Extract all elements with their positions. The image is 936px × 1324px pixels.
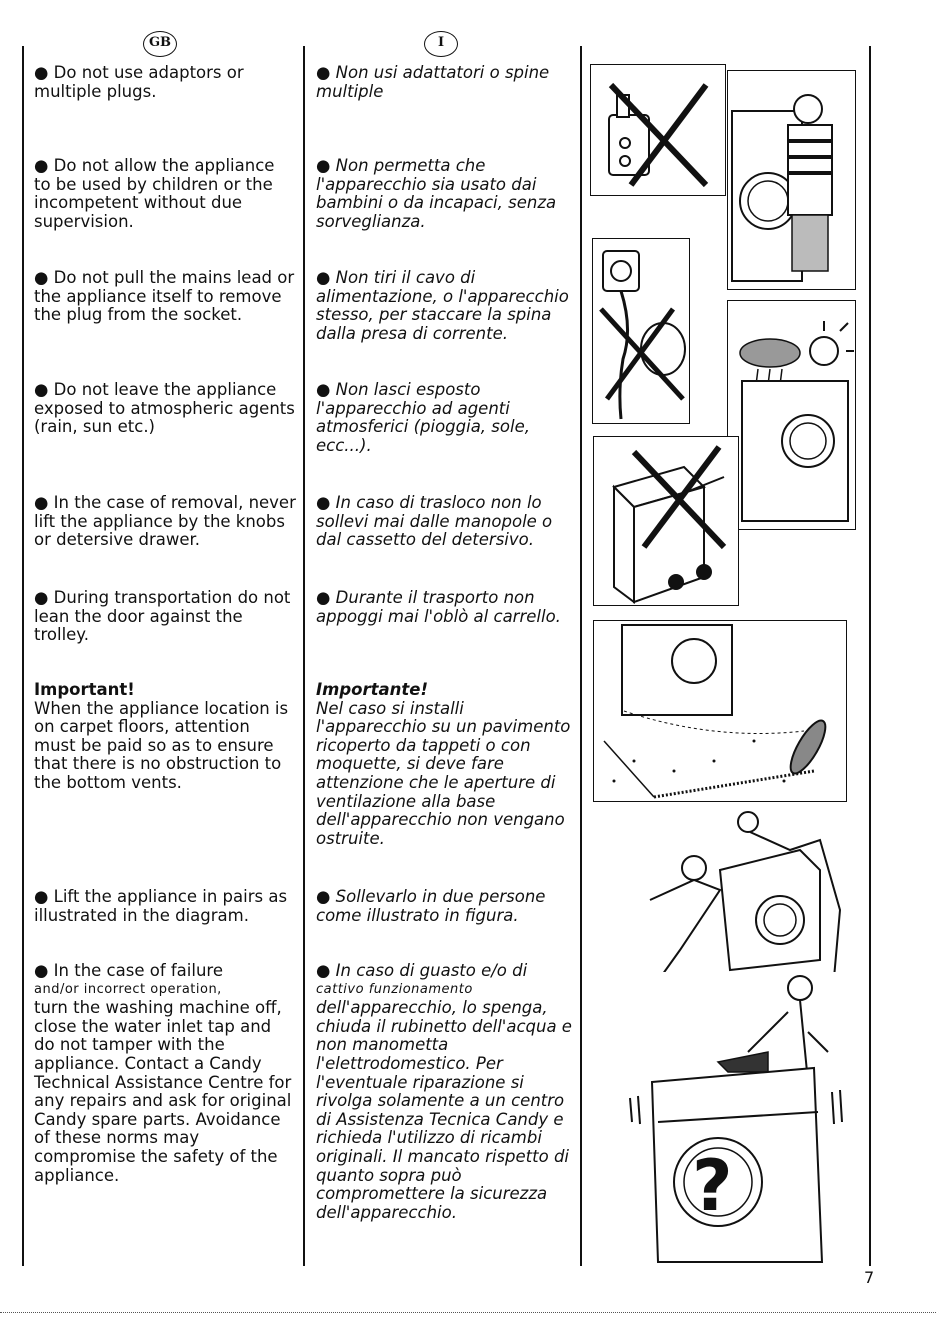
bullet-icon: ● bbox=[34, 887, 54, 906]
it-item-text: Durante il trasporto non appoggi mai l'oblò al carrello. bbox=[316, 588, 561, 626]
bullet-icon: ● bbox=[316, 588, 336, 607]
column-divider-1 bbox=[303, 46, 305, 1266]
gb-item-text: Do not pull the mains lead or the appliance itself to remove the plug from the socket. bbox=[34, 268, 295, 325]
gb-item-8 bbox=[34, 888, 296, 925]
it-item-5 bbox=[316, 494, 578, 550]
gb-item-text: Do not leave the appliance exposed to atmospheric agents (rain, sun etc.) bbox=[34, 380, 295, 437]
it-item-text: Non lasci esposto l'apparecchio ad agenti atmosferici (pioggia, sole, ecc...). bbox=[316, 380, 530, 455]
bullet-icon: ● bbox=[34, 268, 54, 287]
it-item-small-text: cattivo funzionamento bbox=[316, 981, 473, 997]
language-badge-gb: GB bbox=[143, 31, 177, 57]
child-washing-machine-illustration bbox=[727, 70, 856, 290]
it-item-6 bbox=[316, 589, 578, 626]
gb-item-text: In the case of failure bbox=[53, 961, 223, 980]
bullet-icon: ● bbox=[316, 887, 336, 906]
right-margin-rule bbox=[869, 46, 871, 1266]
bullet-icon: ● bbox=[316, 961, 336, 980]
it-item-9 bbox=[316, 962, 578, 1222]
it-item-text: Non usi adattatori o spine multiple bbox=[316, 63, 550, 101]
gb-item-text: In the case of removal, never lift the appliance by the knobs or detersive drawer. bbox=[34, 493, 296, 550]
removal-trolley-illustration bbox=[593, 436, 739, 606]
gb-item-2 bbox=[34, 157, 296, 231]
it-item-2 bbox=[316, 157, 578, 231]
gb-item-text: Lift the appliance in pairs as illustrated in the diagram. bbox=[34, 887, 288, 925]
gb-item-text: turn the washing machine off, close the water inlet tap and do not tamper with the appliance. Contact a Candy Technical Assistance Centre for any repairs and ask for original Candy spare parts. Avoidance of these norms may compromise the safety of the appliance. bbox=[34, 998, 292, 1185]
bullet-icon: ● bbox=[316, 380, 336, 399]
gb-item-text: Do not use adaptors or multiple plugs. bbox=[34, 63, 244, 101]
it-item-text: In caso di guasto e/o di bbox=[335, 961, 528, 980]
bullet-icon: ● bbox=[316, 268, 336, 287]
adaptor-plug-illustration bbox=[590, 64, 726, 196]
it-item-text: Non permetta che l'apparecchio sia usato dai bambini o da incapaci, senza sorveglianza. bbox=[316, 156, 557, 231]
failure-assistance-illustration bbox=[618, 972, 850, 1268]
column-divider-2 bbox=[580, 46, 582, 1266]
it-item-text: In caso di trasloco non lo sollevi mai dalle manopole o dal cassetto del detersivo. bbox=[316, 493, 553, 550]
bullet-icon: ● bbox=[34, 156, 54, 175]
it-item-3 bbox=[316, 269, 578, 343]
page-bottom-rule bbox=[0, 1312, 936, 1314]
two-person-lift-illustration bbox=[620, 810, 856, 980]
gb-item-9 bbox=[34, 962, 296, 1185]
gb-item-4 bbox=[34, 381, 296, 437]
gb-item-3 bbox=[34, 269, 296, 325]
gb-important-heading: Important! bbox=[34, 680, 135, 699]
bullet-icon: ● bbox=[34, 588, 54, 607]
page-number: 7 bbox=[864, 1268, 875, 1287]
bullet-icon: ● bbox=[316, 156, 336, 175]
gb-item-small-text: and/or incorrect operation, bbox=[34, 981, 222, 997]
bullet-icon: ● bbox=[34, 380, 54, 399]
it-item-1 bbox=[316, 64, 578, 101]
gb-item-text: During transportation do not lean the door against the trolley. bbox=[34, 588, 291, 645]
it-item-text: dell'apparecchio, lo spenga, chiuda il rubinetto dell'acqua e non manometta l'elettrodomestico. Per l'eventuale riparazione si rivolga solamente a un centro di Assistenza Tecnica Candy e richieda l'utilizzo di ricambi originali. Il mancato rispetto di quanto sopra può compromettere la sicurezza dell'apparecchio. bbox=[316, 998, 572, 1222]
bullet-icon: ● bbox=[316, 63, 336, 82]
gb-item-1 bbox=[34, 64, 296, 101]
bullet-icon: ● bbox=[316, 493, 336, 512]
bullet-icon: ● bbox=[34, 961, 54, 980]
it-item-text: Non tiri il cavo di alimentazione, o l'apparecchio stesso, per staccare la spina dalla presa di corrente. bbox=[316, 268, 569, 343]
bullet-icon: ● bbox=[34, 63, 54, 82]
carpet-vents-illustration bbox=[593, 620, 847, 802]
it-item-8 bbox=[316, 888, 578, 925]
it-item-4 bbox=[316, 381, 578, 455]
bullet-icon: ● bbox=[34, 493, 54, 512]
gb-item-text: Do not allow the appliance to be used by children or the incompetent without due supervision. bbox=[34, 156, 275, 231]
pull-plug-illustration bbox=[592, 238, 690, 424]
language-badge-it: I bbox=[424, 31, 458, 57]
it-item-7 bbox=[316, 681, 578, 848]
svg-text:?: ? bbox=[692, 1145, 733, 1227]
it-item-text: Sollevarlo in due persone come illustrato in figura. bbox=[316, 887, 546, 925]
gb-item-6 bbox=[34, 589, 296, 645]
left-margin-rule bbox=[22, 46, 24, 1266]
it-item-text: Nel caso si installi l'apparecchio su un pavimento ricoperto da tappeti o con moquette, si deve fare attenzione che le aperture di ventilazione alla base dell'apparecchio non vengano ostruite. bbox=[316, 698, 571, 848]
gb-item-5 bbox=[34, 494, 296, 550]
gb-item-text: When the appliance location is on carpet floors, attention must be paid so as to ensure that there is no obstruction to the bottom vents. bbox=[34, 698, 289, 792]
gb-item-7 bbox=[34, 681, 296, 793]
weather-exposure-illustration bbox=[727, 300, 856, 530]
it-important-heading: Importante! bbox=[316, 680, 428, 699]
